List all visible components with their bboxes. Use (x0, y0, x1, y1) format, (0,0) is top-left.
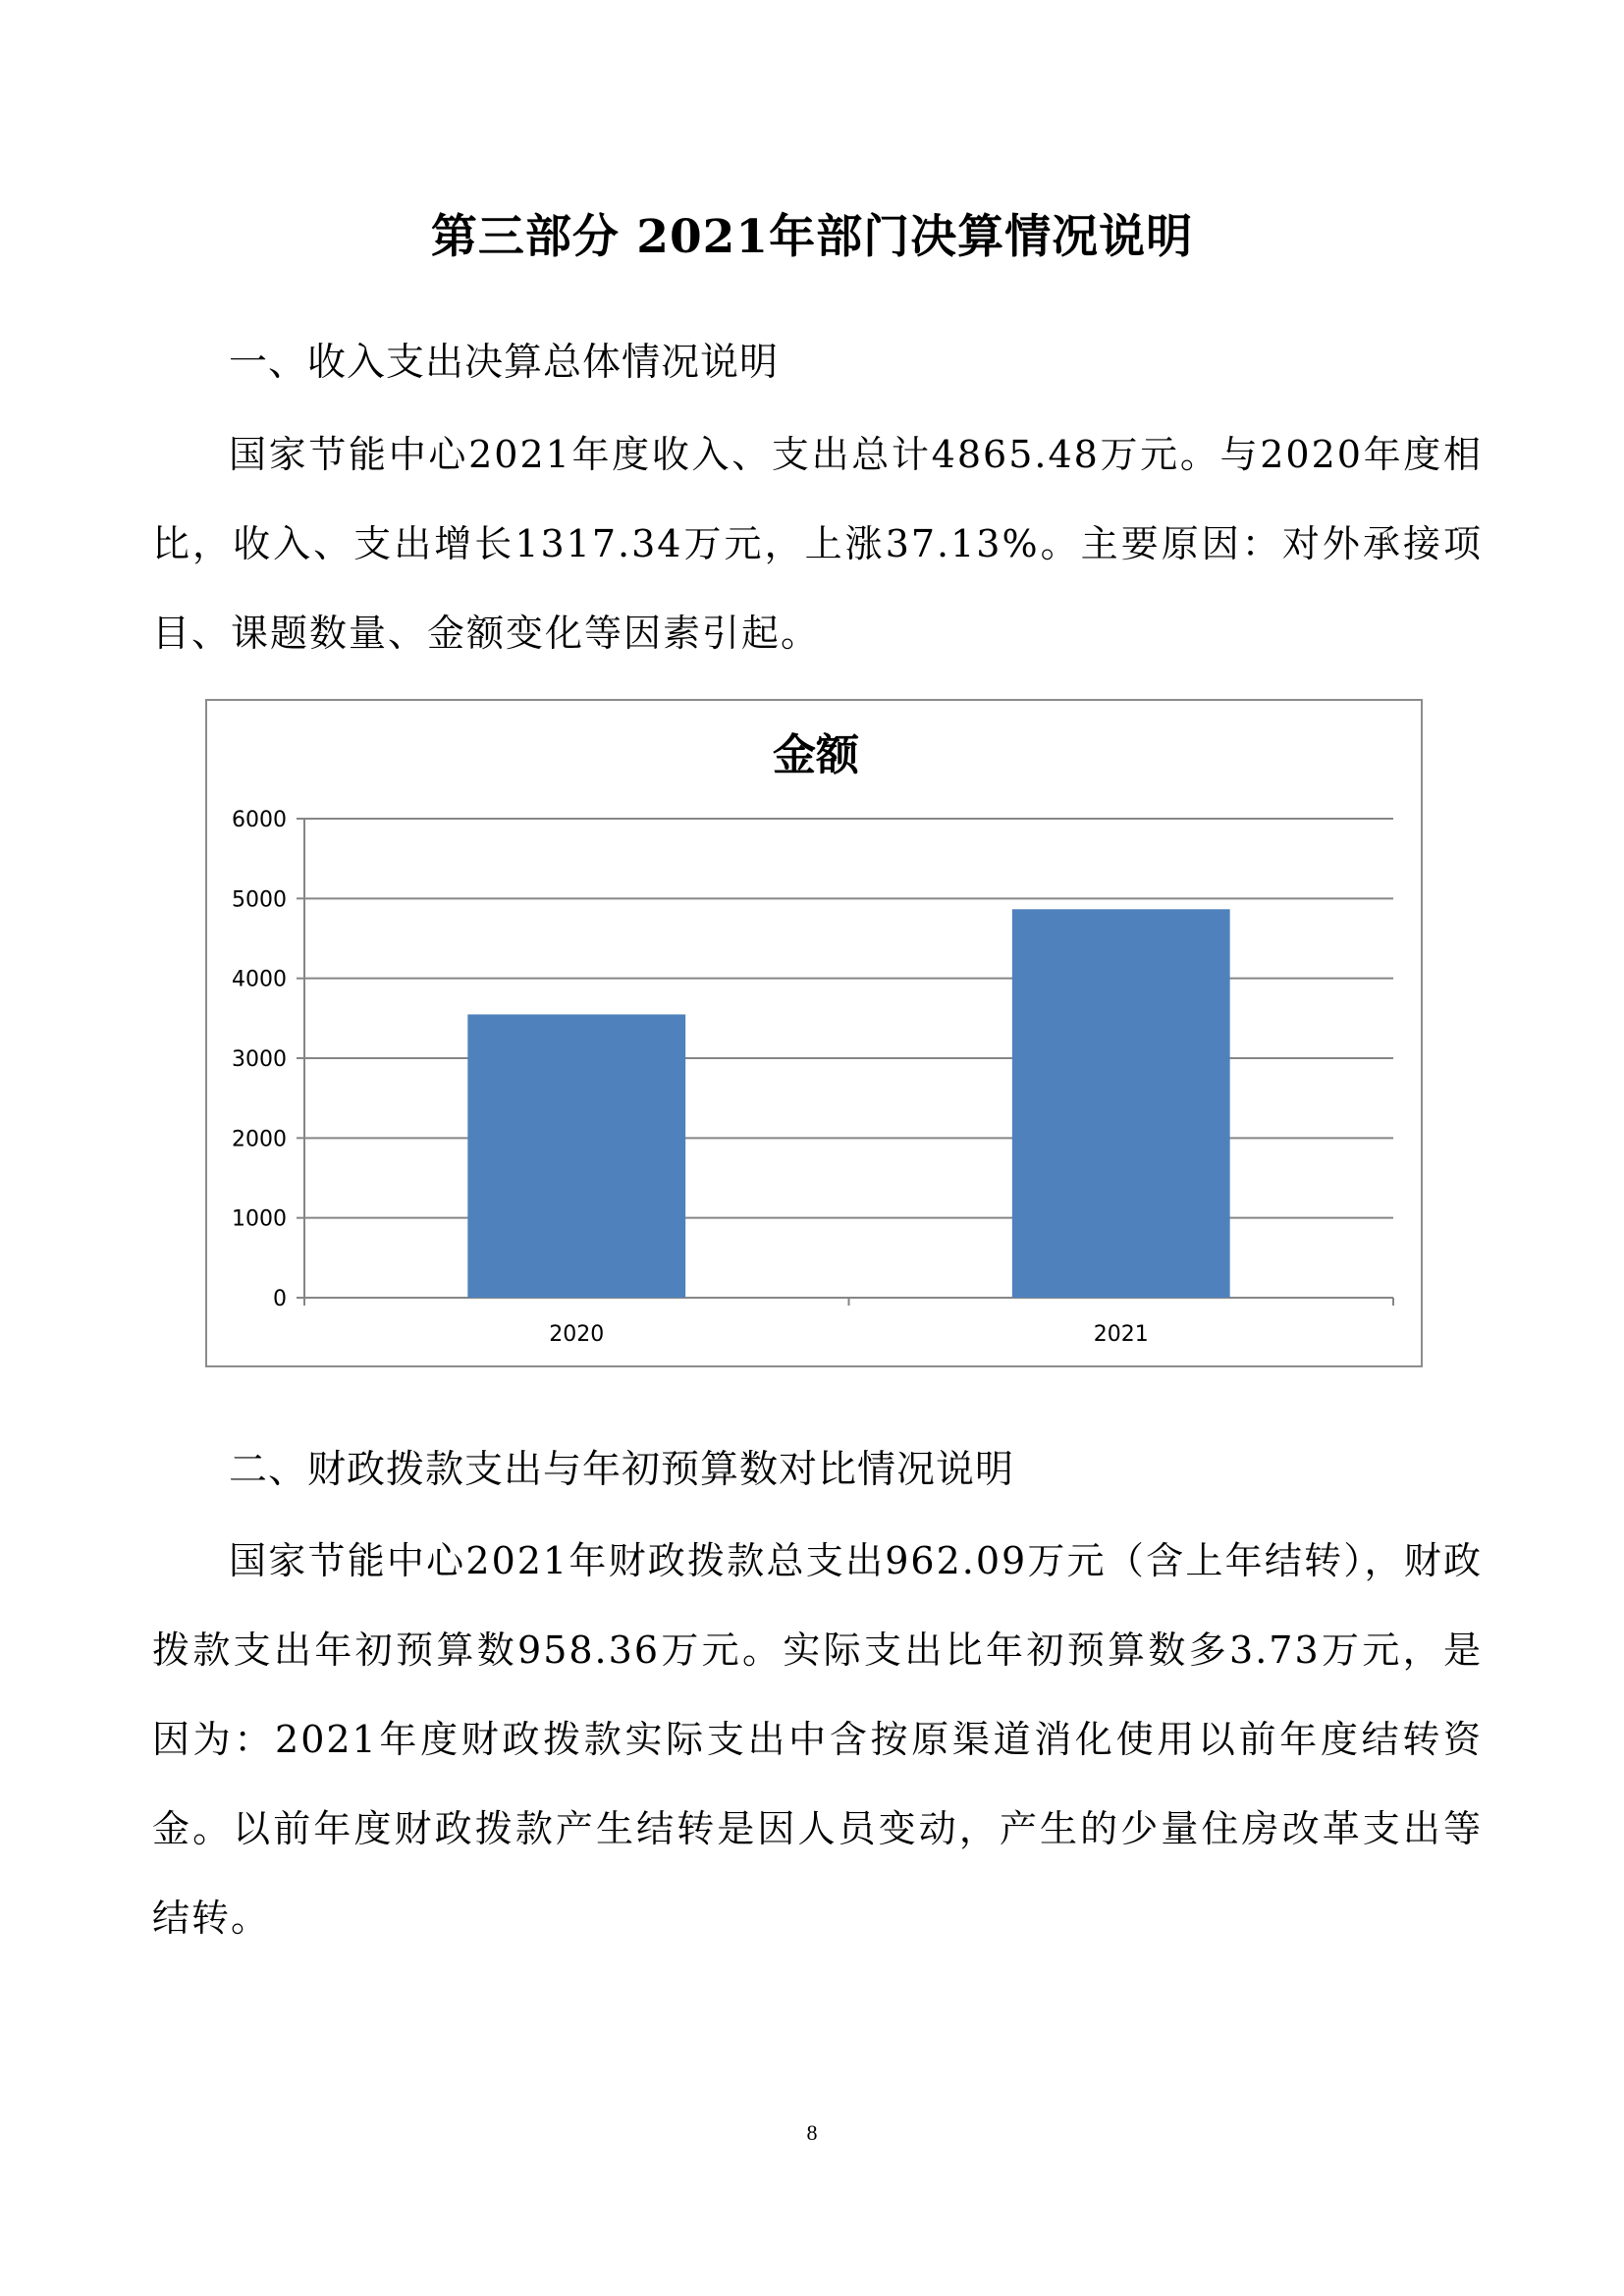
x-tick-label-2020: 2020 (549, 1322, 605, 1347)
bar-chart-frame (205, 699, 1423, 1367)
y-tick-label-6000: 6000 (232, 808, 287, 832)
page-title: 第三部分 2021年部门决算情况说明 (430, 210, 1194, 264)
y-tick-label-2000: 2000 (232, 1127, 287, 1152)
chart-title: 金额 (773, 730, 859, 780)
x-tick-label-2021: 2021 (1093, 1322, 1149, 1347)
section-heading-1: 一、收入支出决算总体情况说明 (229, 341, 780, 385)
y-tick-label-4000: 4000 (232, 967, 287, 992)
bar-2021 (1012, 909, 1230, 1298)
y-tick-label-3000: 3000 (232, 1047, 287, 1072)
section-1-paragraph: 国家节能中心2021年度收入、支出总计4865.48万元。与2020年度相比，收入、支出增长1317.34万元，上涨37.13%。主要原因：对外承接项目、课题数量、金额变化等因素引起。 (152, 433, 1483, 655)
y-tick-label-1000: 1000 (232, 1206, 287, 1232)
y-tick-label-5000: 5000 (232, 887, 287, 913)
section-heading-2: 二、财政拨款支出与年初预算数对比情况说明 (229, 1448, 1015, 1492)
bar-2020 (467, 1014, 685, 1298)
y-tick-label-0: 0 (273, 1287, 287, 1311)
bar-chart (207, 701, 1421, 1365)
section-2-paragraph: 国家节能中心2021年财政拨款总支出962.09万元（含上年结转），财政拨款支出年初预算数958.36万元。实际支出比年初预算数多3.73万元，是因为：2021年度财政拨款实际支出中含按原渠道消化使用以前年度结转资金。以前年度财政拨款产生结转是因人员变动，产生的少量住房改革支出等结转。 (152, 1539, 1483, 1940)
page-number: 8 (806, 2120, 818, 2145)
